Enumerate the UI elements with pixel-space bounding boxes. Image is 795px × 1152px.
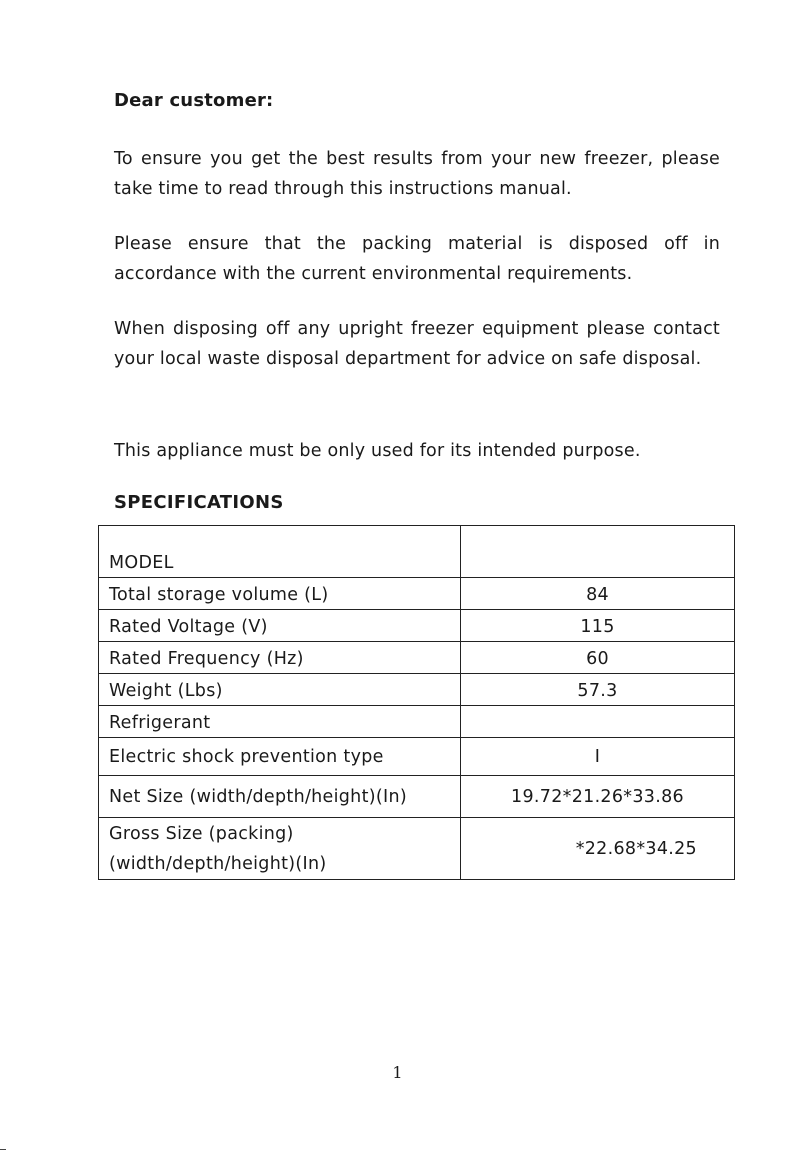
spec-label-model: MODEL xyxy=(99,526,461,578)
spec-label-gross-size xyxy=(99,818,461,880)
spec-label-weight: Weight (Lbs) xyxy=(99,674,461,706)
table-row xyxy=(99,578,735,610)
greeting-heading: Dear customer: xyxy=(114,90,274,111)
purpose-paragraph: This appliance must be only used for its intended purpose. xyxy=(114,441,641,461)
table-row xyxy=(99,642,735,674)
spec-value-frequency: 60 xyxy=(461,642,735,674)
spec-value-gross-size: *22.68*34.25 xyxy=(461,818,735,880)
table-row xyxy=(99,738,735,776)
specifications-heading: SPECIFICATIONS xyxy=(114,492,284,513)
spec-value-shock-type: I xyxy=(461,738,735,776)
table-row xyxy=(99,706,735,738)
spec-value-model xyxy=(461,526,735,578)
spec-label-gross-size-line2: (width/depth/height)(In) xyxy=(109,853,327,874)
table-row xyxy=(99,610,735,642)
table-row xyxy=(99,674,735,706)
spec-label-frequency: Rated Frequency (Hz) xyxy=(99,642,461,674)
spec-label-gross-size-line1: Gross Size (packing) xyxy=(109,823,294,844)
spec-label-voltage: Rated Voltage (V) xyxy=(99,610,461,642)
spec-value-weight: 57.3 xyxy=(461,674,735,706)
table-row xyxy=(99,526,735,578)
table-row xyxy=(99,818,735,880)
disposal-paragraph: When disposing off any upright freezer equipment please contact your local waste disposal department for advice on safe disposal. xyxy=(114,319,720,369)
intro-paragraph: To ensure you get the best results from your new freezer, please take time to read through this instructions manual. xyxy=(114,149,720,199)
page-number: 1 xyxy=(392,1063,403,1082)
spec-value-voltage: 115 xyxy=(461,610,735,642)
spec-label-shock-type: Electric shock prevention type xyxy=(99,738,461,776)
specifications-table xyxy=(98,525,735,880)
crop-mark xyxy=(0,1149,6,1150)
spec-label-refrigerant: Refrigerant xyxy=(99,706,461,738)
spec-value-refrigerant xyxy=(461,706,735,738)
table-row xyxy=(99,776,735,818)
spec-value-net-size: 19.72*21.26*33.86 xyxy=(461,776,735,818)
spec-label-volume: Total storage volume (L) xyxy=(99,578,461,610)
spec-label-net-size: Net Size (width/depth/height)(In) xyxy=(99,776,461,818)
spec-value-volume: 84 xyxy=(461,578,735,610)
packing-paragraph: Please ensure that the packing material is disposed off in accordance with the current environmental requirements. xyxy=(114,234,720,284)
